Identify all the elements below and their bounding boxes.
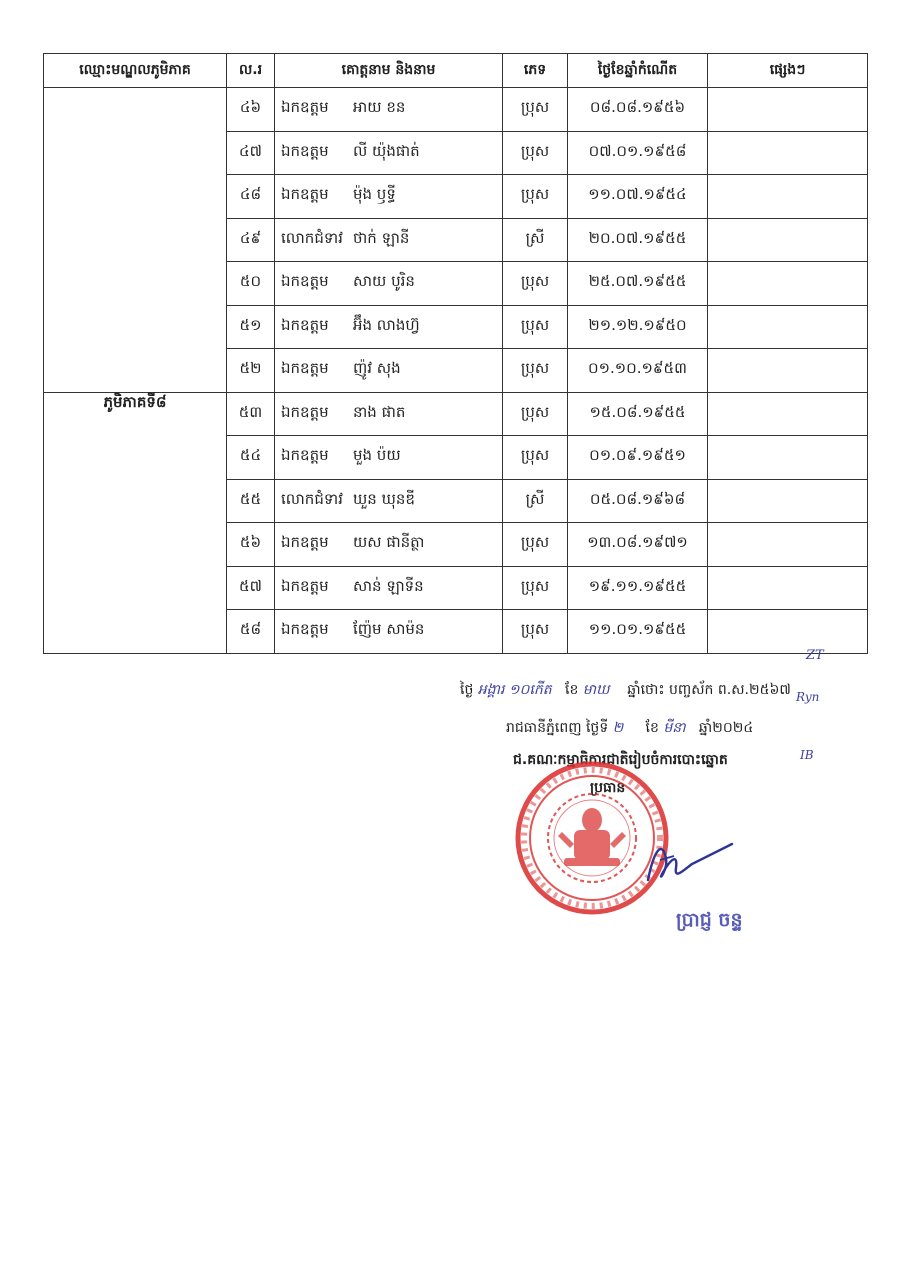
row-full-name — [275, 610, 503, 654]
row-sex: ស្រី — [503, 218, 568, 262]
row-number: ៥៨ — [227, 610, 275, 654]
date-month-handwritten: មីនា — [663, 720, 686, 736]
person-name: ថាក់ ឡានី — [353, 228, 410, 247]
row-other — [708, 479, 868, 523]
row-number: ៥០ — [227, 262, 275, 306]
row-dob: ១៥.០៨.១៩៥៥ — [568, 392, 708, 436]
honorific: ឯកឧត្តម — [281, 98, 329, 117]
row-dob: ២០.០៧.១៩៥៥ — [568, 218, 708, 262]
row-full-name — [275, 88, 503, 132]
row-sex: ប្រុស — [503, 523, 568, 567]
row-full-name — [275, 479, 503, 523]
row-other — [708, 218, 868, 262]
row-number: ៥៥ — [227, 479, 275, 523]
lunar-month-handwritten: មាឃ — [582, 682, 610, 698]
row-other — [708, 436, 868, 480]
header-other: ផ្សេងៗ — [708, 54, 868, 88]
row-full-name — [275, 566, 503, 610]
row-other — [708, 566, 868, 610]
row-other — [708, 523, 868, 567]
row-number: ៥៦ — [227, 523, 275, 567]
honorific: ឯកឧត្តម — [281, 576, 329, 595]
header-sex: ភេទ — [503, 54, 568, 88]
row-full-name — [275, 305, 503, 349]
row-other — [708, 349, 868, 393]
row-other — [708, 610, 868, 654]
row-number: ៤៦ — [227, 88, 275, 132]
row-sex: ប្រុស — [503, 566, 568, 610]
row-sex: ប្រុស — [503, 305, 568, 349]
signer-name: ប្រាជ្ញ ចន្ទ — [676, 909, 743, 931]
row-dob: ១៩.១១.១៩៥៥ — [568, 566, 708, 610]
row-dob: ០១.១០.១៩៥៣ — [568, 349, 708, 393]
header-dob: ថ្ងៃខែឆ្នាំកំណើត — [568, 54, 708, 88]
honorific: ឯកឧត្តម — [281, 272, 329, 291]
row-number: ៥២ — [227, 349, 275, 393]
person-name: នាង ផាត — [353, 402, 406, 421]
header-constituency: ឈ្មោះមណ្ឌលភូមិភាគ — [44, 54, 227, 88]
row-dob: ២១.១២.១៩៥០ — [568, 305, 708, 349]
row-number: ៥៣ — [227, 392, 275, 436]
row-dob: ២៥.០៧.១៩៥៥ — [568, 262, 708, 306]
constituency-cell: ភូមិភាគទី៨ — [44, 392, 227, 653]
official-seal-icon — [514, 760, 670, 916]
row-full-name — [275, 262, 503, 306]
row-sex: ប្រុស — [503, 436, 568, 480]
row-sex: ប្រុស — [503, 131, 568, 175]
lunar-date-line — [460, 680, 791, 701]
solar-date-line — [506, 718, 753, 739]
row-full-name — [275, 392, 503, 436]
row-dob: ០៧.០១.១៩៥៨ — [568, 131, 708, 175]
row-other — [708, 392, 868, 436]
person-name: អ៊ឹង លាងហ៊្វ — [353, 315, 420, 334]
honorific: លោកជំទាវ — [281, 228, 343, 247]
person-name: សាន់ ឡាទីន — [353, 576, 424, 595]
row-sex: ប្រុស — [503, 349, 568, 393]
constituency-cell — [44, 88, 227, 393]
row-full-name — [275, 175, 503, 219]
person-name: ញ៉ូវ សុង — [353, 359, 401, 378]
row-number: ៥១ — [227, 305, 275, 349]
honorific: ឯកឧត្តម — [281, 185, 329, 204]
table-row — [44, 88, 868, 132]
row-number: ៤៨ — [227, 175, 275, 219]
ink-initials-2: IB — [800, 748, 814, 762]
honorific: លោកជំទាវ — [281, 489, 343, 508]
row-dob: ០៥.០៨.១៩៦៨ — [568, 479, 708, 523]
row-dob: ១១.០៧.១៩៥៤ — [568, 175, 708, 219]
lunar-year: ឆ្នាំថោះ បញ្ចស័ក ព.ស.២៥៦៧ — [627, 682, 791, 698]
row-dob: ១១.០១.១៩៥៥ — [568, 610, 708, 654]
member-table — [43, 53, 868, 654]
row-full-name — [275, 131, 503, 175]
person-name: អាយ ខន — [353, 98, 406, 117]
header-full-name: គោត្តនាម និងនាម — [275, 54, 503, 88]
person-name: លី យ៉ុងផាត់ — [353, 141, 420, 160]
row-sex: ស្រី — [503, 479, 568, 523]
row-dob: ០៨.០៨.១៩៥៦ — [568, 88, 708, 132]
row-full-name — [275, 349, 503, 393]
honorific: ឯកឧត្តម — [281, 141, 329, 160]
role-title: ប្រធាន — [590, 780, 626, 796]
row-full-name — [275, 218, 503, 262]
person-name: ញ៉ែម សាម៉ន — [353, 620, 425, 639]
row-number: ៤៧ — [227, 131, 275, 175]
row-number: ៥៤ — [227, 436, 275, 480]
person-name: មួង ប៉យ — [353, 446, 401, 465]
row-sex: ប្រុស — [503, 610, 568, 654]
row-sex: ប្រុស — [503, 262, 568, 306]
row-other — [708, 88, 868, 132]
honorific: ឯកឧត្តម — [281, 359, 329, 378]
honorific: ឯកឧត្តម — [281, 402, 329, 421]
ink-initials: ZT — [806, 648, 824, 663]
person-name: យស ផានីត្ថា — [353, 533, 425, 552]
person-name: ឃួន ឃុនឌី — [353, 489, 415, 508]
table-header-row — [44, 54, 868, 88]
lunar-day-handwritten: អង្គារ ១០កើត — [477, 682, 552, 698]
row-number: ៥៧ — [227, 566, 275, 610]
row-full-name — [275, 523, 503, 567]
handwritten-signature-icon — [640, 830, 740, 890]
person-name: សាយ បូរិន — [353, 272, 415, 291]
committee-name: ជ.គណៈកម្មាធិការជាតិរៀបចំការបោះឆ្នោត — [513, 752, 728, 768]
row-full-name — [275, 436, 503, 480]
header-number: ល.រ — [227, 54, 275, 88]
row-other — [708, 131, 868, 175]
row-sex: ប្រុស — [503, 175, 568, 219]
person-name: ម៉ុង ឫទ្ធី — [353, 185, 396, 204]
table-row — [44, 392, 868, 436]
row-number: ៤៩ — [227, 218, 275, 262]
ink-scribble: Ryn — [796, 690, 820, 704]
date-prefix: រាជធានីភ្នំពេញ ថ្ងៃទី — [506, 720, 609, 736]
row-sex: ប្រុស — [503, 88, 568, 132]
lunar-prefix: ថ្ងៃ — [460, 682, 474, 698]
date-month-label: ខែ — [645, 720, 659, 736]
row-sex: ប្រុស — [503, 392, 568, 436]
lunar-month-label: ខែ — [565, 682, 579, 698]
honorific: ឯកឧត្តម — [281, 620, 329, 639]
row-dob: ០១.០៩.១៩៥១ — [568, 436, 708, 480]
honorific: ឯកឧត្តម — [281, 315, 329, 334]
date-year: ឆ្នាំ២០២៤ — [698, 720, 754, 736]
row-other — [708, 305, 868, 349]
row-other — [708, 262, 868, 306]
honorific: ឯកឧត្តម — [281, 533, 329, 552]
date-day-handwritten: ២ — [612, 720, 624, 736]
row-dob: ១៣.០៨.១៩៧១ — [568, 523, 708, 567]
row-other — [708, 175, 868, 219]
honorific: ឯកឧត្តម — [281, 446, 329, 465]
